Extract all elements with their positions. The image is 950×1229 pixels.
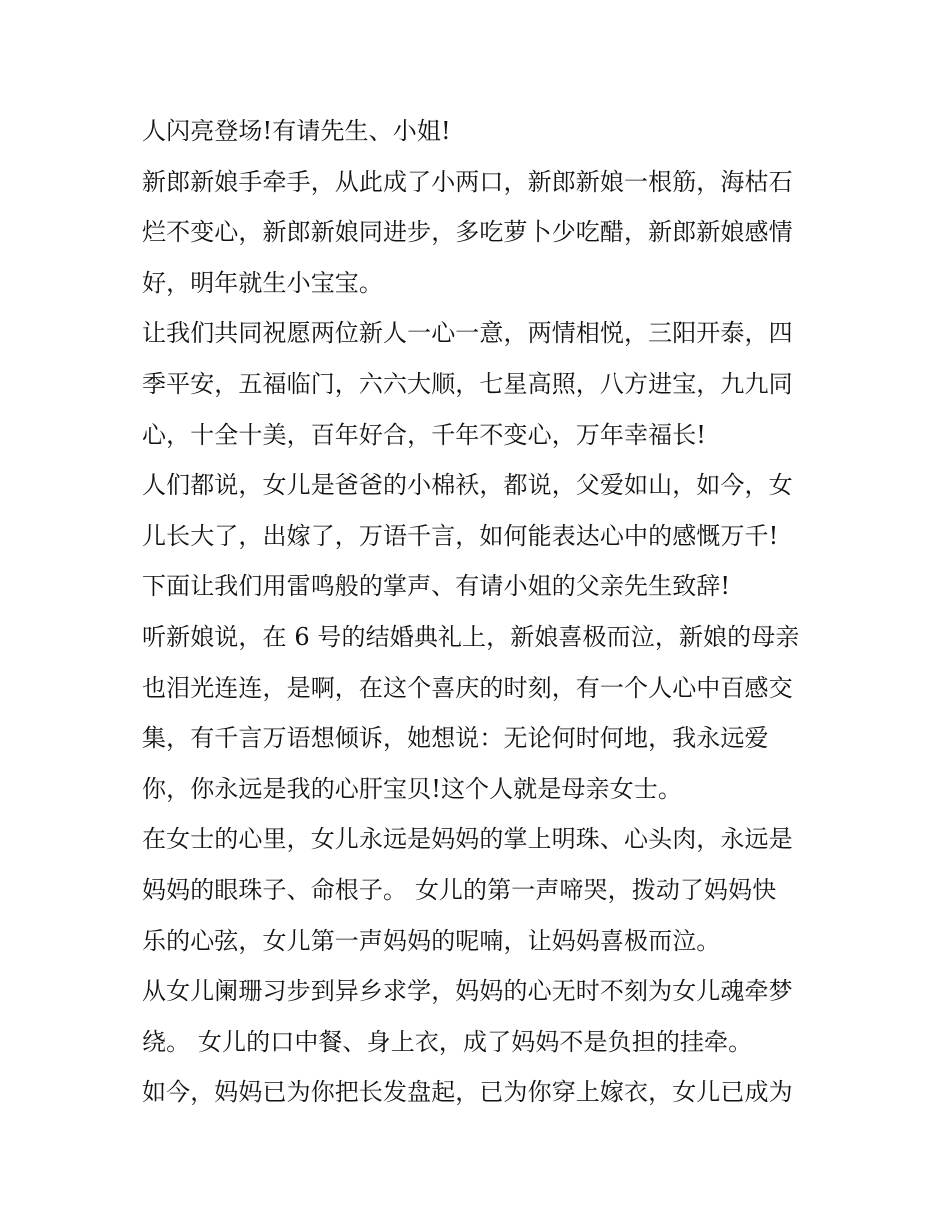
text-line: 如今，妈妈已为你把长发盘起，已为你穿上嫁衣，女儿已成为 — [142, 1078, 793, 1107]
text-line: 你，你永远是我的心肝宝贝!这个人就是母亲女士。 — [142, 774, 682, 803]
text-line: 集，有千言万语想倾诉，她想说：无论何时何地，我永远爱 — [142, 724, 769, 753]
text-line: 绕。 女儿的口中餐、身上衣，成了妈妈不是负担的挂牵。 — [142, 1027, 753, 1056]
text-line: 让我们共同祝愿两位新人一心一意，两情相悦，三阳开泰，四 — [142, 319, 793, 348]
text-line: 下面让我们用雷鸣般的掌声、有请小姐的父亲先生致辞! — [142, 572, 731, 601]
text-line: 心，十全十美，百年好合，千年不变心，万年幸福长! — [142, 420, 707, 449]
text-line: 季平安，五福临门，六六大顺，七星高照，八方进宝，九九同 — [142, 369, 793, 398]
text-line: 在女士的心里，女儿永远是妈妈的掌上明珠、心头肉，永远是 — [142, 825, 793, 854]
text-line: 儿长大了，出嫁了，万语千言，如何能表达心中的感慨万千! — [142, 521, 779, 550]
text-line: 从女儿阑珊习步到异乡求学，妈妈的心无时不刻为女儿魂牵梦 — [142, 977, 793, 1006]
text-line: 新郎新娘手牵手，从此成了小两口，新郎新娘一根筋，海枯石 — [142, 167, 793, 196]
text-line: 妈妈的眼珠子、命根子。 女儿的第一声啼哭，拨动了妈妈快 — [142, 875, 777, 904]
text-line: 听新娘说，在 6 号的结婚典礼上，新娘喜极而泣，新娘的母亲 — [142, 622, 800, 651]
text-line: 乐的心弦，女儿第一声妈妈的呢喃，让妈妈喜极而泣。 — [142, 926, 721, 955]
text-line: 也泪光连连，是啊，在这个喜庆的时刻，有一个人心中百感交 — [142, 673, 793, 702]
text-line: 好，明年就生小宝宝。 — [142, 268, 383, 297]
text-line: 烂不变心，新郎新娘同进步，多吃萝卜少吃醋，新郎新娘感情 — [142, 218, 793, 247]
text-line: 人们都说，女儿是爸爸的小棉袄，都说，父爱如山，如今，女 — [142, 471, 793, 500]
document-page — [142, 106, 810, 1118]
text-line: 人闪亮登场!有请先生、小姐! — [142, 117, 451, 145]
